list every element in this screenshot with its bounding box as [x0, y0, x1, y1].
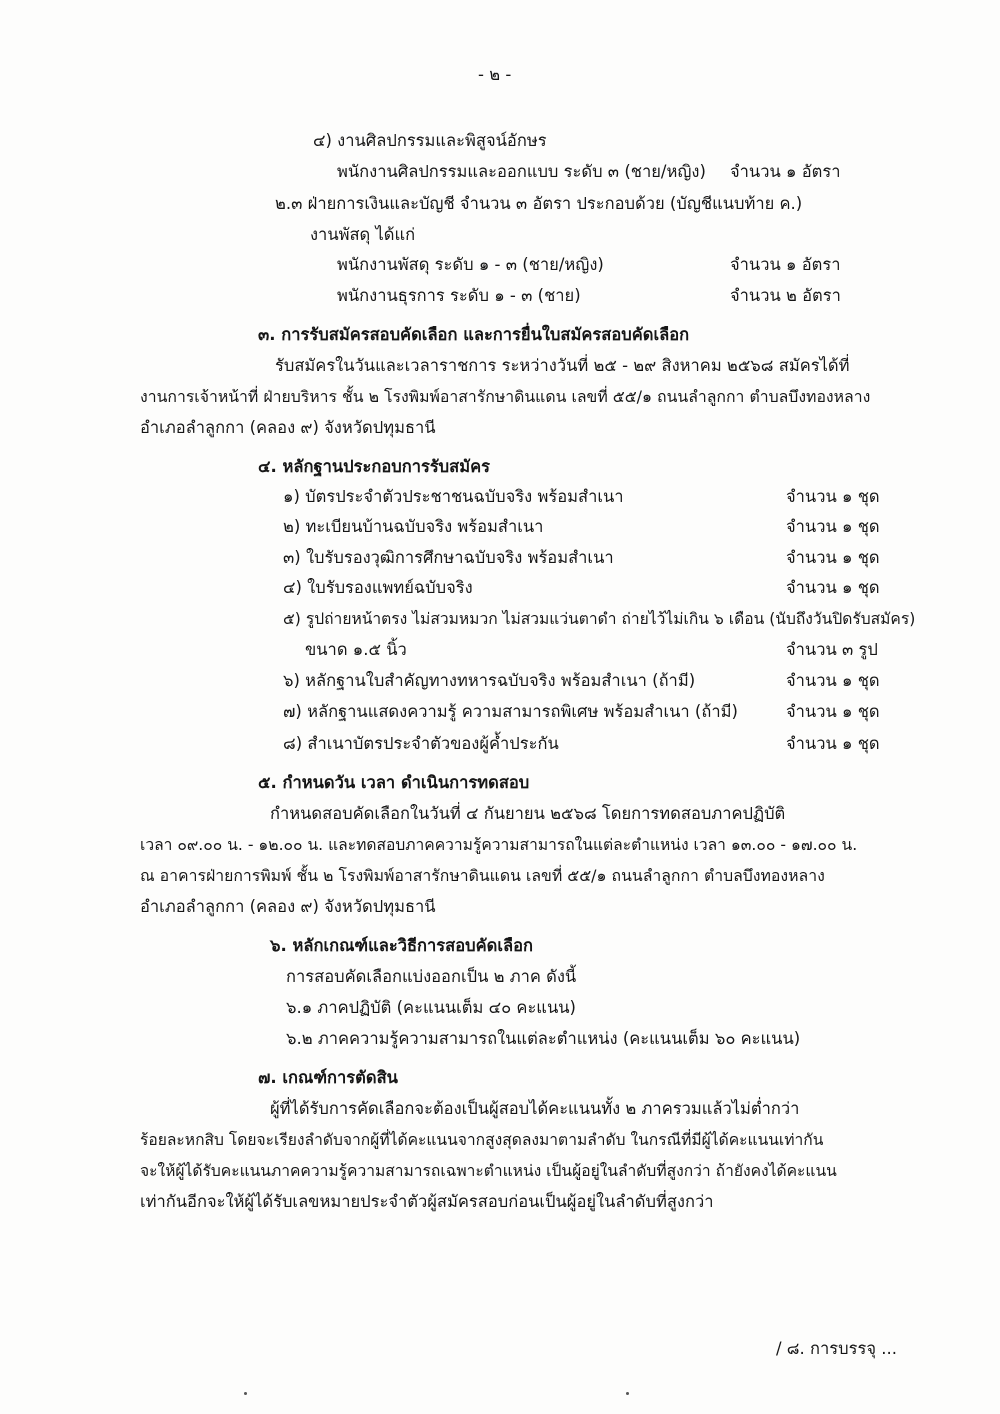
section-5-line: ณ อาคารฝ่ายการพิมพ์ ชั้น ๒ โรงพิมพ์อาสารักษาดินแดน เลขที่ ๕๕/๑ ถนนลำลูกกา ตำบลบึงทองหลาง [140, 866, 825, 885]
item4-title: ๔) งานศิลปกรรมและพิสูจน์อักษร [313, 131, 547, 150]
evidence-item: ๗) หลักฐานแสดงความรู้ ความสามารถพิเศษ พร้อมสำเนา (ถ้ามี) [283, 702, 738, 721]
position-2-count: จำนวน ๒ อัตรา [730, 286, 841, 305]
scan-speck [626, 1392, 629, 1395]
evidence-count: จำนวน ๑ ชุด [786, 517, 880, 536]
section-6-line: ๖.๑ ภาคปฏิบัติ (คะแนนเต็ม ๔๐ คะแนน) [286, 998, 576, 1017]
section-6-line: ๖.๒ ภาคความรู้ความสามารถในแต่ละตำแหน่ง (คะแนนเต็ม ๖๐ คะแนน) [286, 1029, 801, 1048]
section-3-line: อำเภอลำลูกกา (คลอง ๙) จังหวัดปทุมธานี [140, 418, 436, 437]
position-2: พนักงานธุรการ ระดับ ๑ - ๓ (ชาย) [337, 286, 581, 305]
section-5-line: เวลา ๐๙.๐๐ น. - ๑๒.๐๐ น. และทดสอบภาคความรู้ความสามารถในแต่ละตำแหน่ง เวลา ๑๓.๐๐ - ๑๗.๐๐ น. [140, 836, 858, 854]
section-7-line: ผู้ที่ได้รับการคัดเลือกจะต้องเป็นผู้สอบได้คะแนนทั้ง ๒ ภาครวมแล้วไม่ต่ำกว่า [270, 1099, 800, 1118]
evidence-item: ๑) บัตรประจำตัวประชาชนฉบับจริง พร้อมสำเนา [283, 487, 624, 506]
evidence-item: ๘) สำเนาบัตรประจำตัวของผู้ค้ำประกัน [283, 734, 559, 753]
evidence-item: ๒) ทะเบียนบ้านฉบับจริง พร้อมสำเนา [283, 517, 544, 536]
evidence-item: ๕) รูปถ่ายหน้าตรง ไม่สวมหมวก ไม่สวมแว่นตาดำ ถ่ายไว้ไม่เกิน ๖ เดือน (นับถึงวันปิดรับสมัคร) [283, 610, 916, 628]
evidence-count: จำนวน ๑ ชุด [786, 548, 880, 567]
section-7-heading: ๗. เกณฑ์การตัดสิน [258, 1068, 398, 1087]
evidence-count: จำนวน ๑ ชุด [786, 702, 880, 721]
section-7-line: จะให้ผู้ได้รับคะแนนภาคความรู้ความสามารถเฉพาะตำแหน่ง เป็นผู้อยู่ในลำดับที่สูงกว่า ถ้ายังคงได้คะแนน [140, 1162, 837, 1180]
continuation-note: / ๘. การบรรจุ ... [776, 1339, 897, 1358]
section-3-line: รับสมัครในวันและเวลาราชการ ระหว่างวันที่ ๒๕ - ๒๙ สิงหาคม ๒๕๖๘ สมัครได้ที่ [275, 356, 850, 375]
evidence-item: ๔) ใบรับรองแพทย์ฉบับจริง [283, 578, 473, 597]
section-4-heading: ๔. หลักฐานประกอบการรับสมัคร [258, 457, 490, 476]
section-3-line: งานการเจ้าหน้าที่ ฝ่ายบริหาร ชั้น ๒ โรงพิมพ์อาสารักษาดินแดน เลขที่ ๕๕/๑ ถนนลำลูกกา ตำบลบึงทองหลาง [140, 387, 871, 406]
section-6-heading: ๖. หลักเกณฑ์และวิธีการสอบคัดเลือก [270, 936, 534, 955]
section-5-line: กำหนดสอบคัดเลือกในวันที่ ๔ กันยายน ๒๕๖๘ โดยการทดสอบภาคปฏิบัติ [270, 804, 786, 823]
section-5-line: อำเภอลำลูกกา (คลอง ๙) จังหวัดปทุมธานี [140, 897, 436, 916]
evidence-count: จำนวน ๑ ชุด [786, 578, 880, 597]
evidence-count: จำนวน ๑ ชุด [786, 734, 880, 753]
section-3-heading: ๓. การรับสมัครสอบคัดเลือก และการยื่นใบสมัครสอบคัดเลือก [258, 325, 690, 344]
scan-speck [244, 1392, 247, 1395]
section-5-heading: ๕. กำหนดวัน เวลา ดำเนินการทดสอบ [258, 773, 530, 792]
evidence-count: จำนวน ๑ ชุด [786, 671, 880, 690]
section-6-line: การสอบคัดเลือกแบ่งออกเป็น ๒ ภาค ดังนี้ [286, 967, 577, 986]
position-1: พนักงานพัสดุ ระดับ ๑ - ๓ (ชาย/หญิง) [337, 255, 604, 274]
evidence-count: จำนวน ๑ ชุด [786, 487, 880, 506]
section-7-line: ร้อยละหกสิบ โดยจะเรียงลำดับจากผู้ที่ได้คะแนนจากสูงสุดลงมาตามลำดับ ในกรณีที่มีผู้ได้คะแนนเท่ากัน [140, 1131, 824, 1149]
page-number: - ๒ - [478, 65, 512, 84]
section-7-line: เท่ากันอีกจะให้ผู้ได้รับเลขหมายประจำตัวผู้สมัครสอบก่อนเป็นผู้อยู่ในลำดับที่สูงกว่า [140, 1192, 714, 1211]
position-1-count: จำนวน ๑ อัตรา [730, 255, 841, 274]
item4-position: พนักงานศิลปกรรมและออกแบบ ระดับ ๓ (ชาย/หญิง) [337, 162, 706, 181]
evidence-item: ขนาด ๑.๕ นิ้ว [305, 640, 407, 659]
item4-count: จำนวน ๑ อัตรา [730, 162, 841, 181]
evidence-item: ๓) ใบรับรองวุฒิการศึกษาฉบับจริง พร้อมสำเนา [283, 548, 614, 567]
supplies-title: งานพัสดุ ได้แก่ [310, 225, 416, 244]
evidence-item: ๖) หลักฐานใบสำคัญทางทหารฉบับจริง พร้อมสำเนา (ถ้ามี) [283, 671, 696, 690]
evidence-count: จำนวน ๓ รูป [786, 640, 878, 659]
subsection-2-3: ๒.๓ ฝ่ายการเงินและบัญชี จำนวน ๓ อัตรา ประกอบด้วย (บัญชีแนบท้าย ค.) [275, 194, 803, 213]
